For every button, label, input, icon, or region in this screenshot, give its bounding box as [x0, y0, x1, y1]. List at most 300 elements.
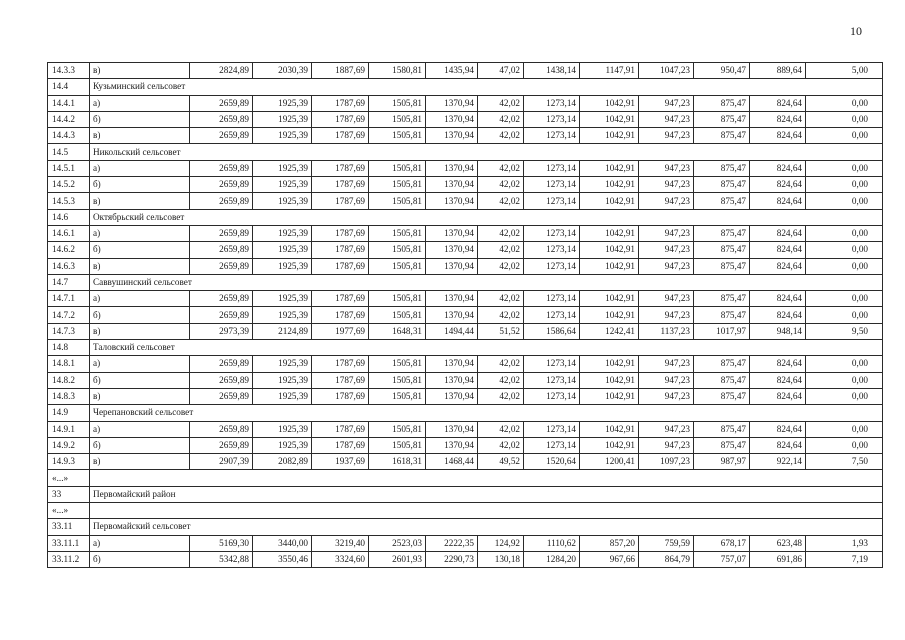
value-cell: 2973,39 — [190, 323, 253, 339]
value-cell: 1505,81 — [369, 177, 426, 193]
value-cell: 875,47 — [694, 193, 750, 209]
row-code: 14.9.1 — [48, 421, 90, 437]
value-cell: 1242,41 — [580, 323, 639, 339]
table-body — [48, 63, 883, 568]
ellipsis-row — [48, 503, 883, 519]
value-cell: 42,02 — [478, 193, 524, 209]
value-cell: 124,92 — [478, 535, 524, 551]
value-cell: 1042,91 — [580, 242, 639, 258]
table-row — [48, 454, 883, 470]
value-cell: 1580,81 — [369, 63, 426, 79]
row-code: 14.5.2 — [48, 177, 90, 193]
row-subitem: а) — [90, 421, 190, 437]
value-cell: 2659,89 — [190, 372, 253, 388]
value-cell: 1370,94 — [426, 421, 478, 437]
section-row — [48, 209, 883, 225]
value-cell: 2659,89 — [190, 242, 253, 258]
value-cell: 1042,91 — [580, 291, 639, 307]
value-cell: 1925,39 — [253, 160, 312, 176]
value-cell: 623,48 — [750, 535, 806, 551]
value-cell: 2824,89 — [190, 63, 253, 79]
value-cell: 3219,40 — [312, 535, 369, 551]
value-cell: 824,64 — [750, 258, 806, 274]
value-cell: 1438,14 — [524, 63, 580, 79]
value-cell: 1435,94 — [426, 63, 478, 79]
value-cell: 1273,14 — [524, 437, 580, 453]
value-cell: 0,00 — [806, 356, 883, 372]
value-cell: 757,07 — [694, 551, 750, 567]
value-cell: 5169,30 — [190, 535, 253, 551]
value-cell: 1787,69 — [312, 421, 369, 437]
row-subitem: в) — [90, 258, 190, 274]
value-cell: 947,23 — [639, 291, 694, 307]
value-cell: 1787,69 — [312, 95, 369, 111]
value-cell: 1273,14 — [524, 372, 580, 388]
row-subitem: а) — [90, 356, 190, 372]
value-cell: 0,00 — [806, 388, 883, 404]
value-cell: 875,47 — [694, 242, 750, 258]
value-cell: 824,64 — [750, 160, 806, 176]
value-cell: 42,02 — [478, 160, 524, 176]
section-row — [48, 144, 883, 160]
value-cell: 42,02 — [478, 421, 524, 437]
value-cell: 1273,14 — [524, 291, 580, 307]
row-subitem: в) — [90, 63, 190, 79]
table-row — [48, 225, 883, 241]
value-cell: 0,00 — [806, 225, 883, 241]
table-row — [48, 421, 883, 437]
value-cell: 947,23 — [639, 307, 694, 323]
value-cell: 1925,39 — [253, 372, 312, 388]
value-cell: 1787,69 — [312, 372, 369, 388]
value-cell: 1787,69 — [312, 177, 369, 193]
value-cell: 42,02 — [478, 128, 524, 144]
value-cell: 2659,89 — [190, 356, 253, 372]
value-cell: 2659,89 — [190, 421, 253, 437]
value-cell: 947,23 — [639, 177, 694, 193]
value-cell: 2659,89 — [190, 193, 253, 209]
value-cell: 678,17 — [694, 535, 750, 551]
value-cell: 1042,91 — [580, 437, 639, 453]
value-cell: 875,47 — [694, 111, 750, 127]
value-cell: 1370,94 — [426, 160, 478, 176]
value-cell: 0,00 — [806, 291, 883, 307]
value-cell: 7,50 — [806, 454, 883, 470]
value-cell: 42,02 — [478, 225, 524, 241]
value-cell: 1097,23 — [639, 454, 694, 470]
value-cell: 1787,69 — [312, 193, 369, 209]
row-subitem: б) — [90, 111, 190, 127]
value-cell: 947,23 — [639, 356, 694, 372]
value-cell: 42,02 — [478, 242, 524, 258]
value-cell: 824,64 — [750, 372, 806, 388]
ellipsis-blank — [90, 470, 883, 486]
table-row — [48, 356, 883, 372]
row-code: 14.4.3 — [48, 128, 90, 144]
value-cell: 0,00 — [806, 111, 883, 127]
table-row — [48, 372, 883, 388]
row-code: 14.9.2 — [48, 437, 90, 453]
row-code: 14.6.3 — [48, 258, 90, 274]
value-cell: 824,64 — [750, 193, 806, 209]
value-cell: 1925,39 — [253, 111, 312, 127]
row-code: 14.8.1 — [48, 356, 90, 372]
value-cell: 824,64 — [750, 437, 806, 453]
value-cell: 1925,39 — [253, 421, 312, 437]
section-code: 14.9 — [48, 405, 90, 421]
section-code: 33 — [48, 486, 90, 502]
value-cell: 1110,62 — [524, 535, 580, 551]
value-cell: 2082,89 — [253, 454, 312, 470]
value-cell: 42,02 — [478, 258, 524, 274]
section-code: 33.11 — [48, 519, 90, 535]
section-code: 14.4 — [48, 79, 90, 95]
value-cell: 130,18 — [478, 551, 524, 567]
value-cell: 0,00 — [806, 437, 883, 453]
section-title: Октябрьский сельсовет — [90, 209, 883, 225]
value-cell: 1505,81 — [369, 111, 426, 127]
table-row — [48, 177, 883, 193]
value-cell: 1787,69 — [312, 242, 369, 258]
value-cell: 947,23 — [639, 242, 694, 258]
value-cell: 1042,91 — [580, 356, 639, 372]
row-code: 14.4.2 — [48, 111, 90, 127]
value-cell: 1273,14 — [524, 111, 580, 127]
value-cell: 1042,91 — [580, 177, 639, 193]
section-title: Кузьминский сельсовет — [90, 79, 883, 95]
table-row — [48, 258, 883, 274]
value-cell: 1017,97 — [694, 323, 750, 339]
table-row — [48, 128, 883, 144]
value-cell: 3324,60 — [312, 551, 369, 567]
value-cell: 0,00 — [806, 128, 883, 144]
section-code: 14.8 — [48, 340, 90, 356]
value-cell: 1787,69 — [312, 128, 369, 144]
value-cell: 1505,81 — [369, 225, 426, 241]
value-cell: 824,64 — [750, 242, 806, 258]
value-cell: 1370,94 — [426, 356, 478, 372]
value-cell: 1925,39 — [253, 193, 312, 209]
row-subitem: б) — [90, 177, 190, 193]
value-cell: 1787,69 — [312, 356, 369, 372]
value-cell: 691,86 — [750, 551, 806, 567]
value-cell: 0,00 — [806, 193, 883, 209]
value-cell: 2659,89 — [190, 307, 253, 323]
value-cell: 1925,39 — [253, 437, 312, 453]
value-cell: 1284,20 — [524, 551, 580, 567]
value-cell: 875,47 — [694, 95, 750, 111]
value-cell: 42,02 — [478, 388, 524, 404]
value-cell: 2659,89 — [190, 225, 253, 241]
row-subitem: в) — [90, 388, 190, 404]
row-subitem: б) — [90, 437, 190, 453]
tariff-table — [47, 62, 883, 568]
value-cell: 1505,81 — [369, 356, 426, 372]
section-title: Первомайский район — [90, 486, 883, 502]
value-cell: 1370,94 — [426, 291, 478, 307]
value-cell: 1468,44 — [426, 454, 478, 470]
value-cell: 42,02 — [478, 111, 524, 127]
value-cell: 1370,94 — [426, 242, 478, 258]
value-cell: 1147,91 — [580, 63, 639, 79]
value-cell: 2659,89 — [190, 437, 253, 453]
value-cell: 950,47 — [694, 63, 750, 79]
table-row — [48, 193, 883, 209]
value-cell: 1505,81 — [369, 95, 426, 111]
value-cell: 2601,93 — [369, 551, 426, 567]
value-cell: 1370,94 — [426, 307, 478, 323]
value-cell: 824,64 — [750, 225, 806, 241]
value-cell: 1042,91 — [580, 160, 639, 176]
row-code: 33.11.2 — [48, 551, 90, 567]
value-cell: 875,47 — [694, 372, 750, 388]
value-cell: 1925,39 — [253, 291, 312, 307]
value-cell: 5,00 — [806, 63, 883, 79]
value-cell: 1370,94 — [426, 177, 478, 193]
value-cell: 947,23 — [639, 437, 694, 453]
value-cell: 1925,39 — [253, 356, 312, 372]
value-cell: 1047,23 — [639, 63, 694, 79]
row-subitem: а) — [90, 225, 190, 241]
table-row — [48, 307, 883, 323]
value-cell: 1505,81 — [369, 242, 426, 258]
value-cell: 3440,00 — [253, 535, 312, 551]
value-cell: 1273,14 — [524, 95, 580, 111]
ellipsis-blank — [90, 503, 883, 519]
value-cell: 49,52 — [478, 454, 524, 470]
row-subitem: а) — [90, 160, 190, 176]
value-cell: 922,14 — [750, 454, 806, 470]
value-cell: 1787,69 — [312, 307, 369, 323]
row-subitem: в) — [90, 193, 190, 209]
value-cell: 1370,94 — [426, 95, 478, 111]
value-cell: 947,23 — [639, 388, 694, 404]
value-cell: 2659,89 — [190, 160, 253, 176]
section-row — [48, 519, 883, 535]
row-subitem: в) — [90, 128, 190, 144]
value-cell: 947,23 — [639, 95, 694, 111]
value-cell: 875,47 — [694, 128, 750, 144]
value-cell: 875,47 — [694, 437, 750, 453]
row-subitem: а) — [90, 535, 190, 551]
value-cell: 947,23 — [639, 421, 694, 437]
value-cell: 42,02 — [478, 95, 524, 111]
table-row — [48, 63, 883, 79]
value-cell: 1925,39 — [253, 388, 312, 404]
row-code: 14.7.3 — [48, 323, 90, 339]
value-cell: 948,14 — [750, 323, 806, 339]
value-cell: 1370,94 — [426, 437, 478, 453]
value-cell: 1137,23 — [639, 323, 694, 339]
value-cell: 1042,91 — [580, 372, 639, 388]
value-cell: 1787,69 — [312, 225, 369, 241]
value-cell: 1370,94 — [426, 225, 478, 241]
value-cell: 947,23 — [639, 372, 694, 388]
value-cell: 875,47 — [694, 356, 750, 372]
value-cell: 1370,94 — [426, 388, 478, 404]
value-cell: 1042,91 — [580, 111, 639, 127]
section-row — [48, 405, 883, 421]
value-cell: 824,64 — [750, 95, 806, 111]
value-cell: 1925,39 — [253, 242, 312, 258]
value-cell: 947,23 — [639, 160, 694, 176]
value-cell: 1925,39 — [253, 225, 312, 241]
ellipsis-marker: «...» — [48, 503, 90, 519]
value-cell: 824,64 — [750, 291, 806, 307]
section-row — [48, 486, 883, 502]
value-cell: 1370,94 — [426, 128, 478, 144]
table-row — [48, 551, 883, 567]
value-cell: 0,00 — [806, 177, 883, 193]
value-cell: 2124,89 — [253, 323, 312, 339]
value-cell: 42,02 — [478, 356, 524, 372]
value-cell: 0,00 — [806, 160, 883, 176]
section-code: 14.6 — [48, 209, 90, 225]
value-cell: 2659,89 — [190, 128, 253, 144]
value-cell: 1273,14 — [524, 225, 580, 241]
value-cell: 2659,89 — [190, 388, 253, 404]
value-cell: 1787,69 — [312, 437, 369, 453]
value-cell: 1787,69 — [312, 291, 369, 307]
value-cell: 2659,89 — [190, 291, 253, 307]
value-cell: 1042,91 — [580, 193, 639, 209]
value-cell: 2659,89 — [190, 95, 253, 111]
value-cell: 1042,91 — [580, 421, 639, 437]
row-code: 14.6.1 — [48, 225, 90, 241]
section-title: Саввушинский сельсовет — [90, 274, 883, 290]
value-cell: 2659,89 — [190, 258, 253, 274]
value-cell: 0,00 — [806, 242, 883, 258]
row-code: 14.7.2 — [48, 307, 90, 323]
value-cell: 1273,14 — [524, 177, 580, 193]
row-code: 33.11.1 — [48, 535, 90, 551]
value-cell: 1273,14 — [524, 160, 580, 176]
value-cell: 987,97 — [694, 454, 750, 470]
table-row — [48, 388, 883, 404]
value-cell: 1273,14 — [524, 356, 580, 372]
value-cell: 947,23 — [639, 193, 694, 209]
ellipsis-row — [48, 470, 883, 486]
ellipsis-marker: «...» — [48, 470, 90, 486]
value-cell: 1887,69 — [312, 63, 369, 79]
value-cell: 1042,91 — [580, 258, 639, 274]
value-cell: 1505,81 — [369, 437, 426, 453]
value-cell: 3550,46 — [253, 551, 312, 567]
section-title: Никольский сельсовет — [90, 144, 883, 160]
value-cell: 0,00 — [806, 95, 883, 111]
value-cell: 1042,91 — [580, 388, 639, 404]
value-cell: 1042,91 — [580, 225, 639, 241]
value-cell: 5342,88 — [190, 551, 253, 567]
section-code: 14.5 — [48, 144, 90, 160]
value-cell: 1618,31 — [369, 454, 426, 470]
table-row — [48, 111, 883, 127]
value-cell: 947,23 — [639, 111, 694, 127]
value-cell: 1273,14 — [524, 242, 580, 258]
value-cell: 1505,81 — [369, 388, 426, 404]
value-cell: 1042,91 — [580, 128, 639, 144]
section-row — [48, 340, 883, 356]
value-cell: 1787,69 — [312, 111, 369, 127]
value-cell: 875,47 — [694, 291, 750, 307]
table-row — [48, 323, 883, 339]
value-cell: 1505,81 — [369, 372, 426, 388]
value-cell: 9,50 — [806, 323, 883, 339]
value-cell: 0,00 — [806, 421, 883, 437]
value-cell: 824,64 — [750, 307, 806, 323]
value-cell: 1370,94 — [426, 372, 478, 388]
value-cell: 47,02 — [478, 63, 524, 79]
table-row — [48, 437, 883, 453]
value-cell: 1505,81 — [369, 307, 426, 323]
value-cell: 42,02 — [478, 437, 524, 453]
value-cell: 51,52 — [478, 323, 524, 339]
value-cell: 1787,69 — [312, 160, 369, 176]
value-cell: 889,64 — [750, 63, 806, 79]
value-cell: 1370,94 — [426, 258, 478, 274]
value-cell: 947,23 — [639, 128, 694, 144]
row-code: 14.7.1 — [48, 291, 90, 307]
value-cell: 1370,94 — [426, 193, 478, 209]
value-cell: 0,00 — [806, 307, 883, 323]
value-cell: 1370,94 — [426, 111, 478, 127]
table-row — [48, 95, 883, 111]
value-cell: 875,47 — [694, 421, 750, 437]
value-cell: 42,02 — [478, 307, 524, 323]
value-cell: 824,64 — [750, 128, 806, 144]
table-row — [48, 160, 883, 176]
value-cell: 1505,81 — [369, 291, 426, 307]
value-cell: 875,47 — [694, 160, 750, 176]
value-cell: 824,64 — [750, 356, 806, 372]
value-cell: 2907,39 — [190, 454, 253, 470]
value-cell: 1505,81 — [369, 193, 426, 209]
section-code: 14.7 — [48, 274, 90, 290]
value-cell: 875,47 — [694, 388, 750, 404]
value-cell: 1925,39 — [253, 258, 312, 274]
value-cell: 1273,14 — [524, 193, 580, 209]
value-cell: 875,47 — [694, 307, 750, 323]
value-cell: 1505,81 — [369, 258, 426, 274]
page-number: 10 — [850, 24, 862, 38]
value-cell: 1586,64 — [524, 323, 580, 339]
value-cell: 824,64 — [750, 177, 806, 193]
value-cell: 1505,81 — [369, 421, 426, 437]
value-cell: 1925,39 — [253, 307, 312, 323]
row-subitem: в) — [90, 454, 190, 470]
value-cell: 759,59 — [639, 535, 694, 551]
value-cell: 1042,91 — [580, 95, 639, 111]
value-cell: 2030,39 — [253, 63, 312, 79]
row-code: 14.5.3 — [48, 193, 90, 209]
table-row — [48, 291, 883, 307]
section-title: Первомайский сельсовет — [90, 519, 883, 535]
value-cell: 1200,41 — [580, 454, 639, 470]
value-cell: 2659,89 — [190, 177, 253, 193]
value-cell: 42,02 — [478, 291, 524, 307]
value-cell: 875,47 — [694, 225, 750, 241]
value-cell: 1505,81 — [369, 128, 426, 144]
value-cell: 1937,69 — [312, 454, 369, 470]
value-cell: 947,23 — [639, 258, 694, 274]
value-cell: 1648,31 — [369, 323, 426, 339]
row-subitem: б) — [90, 372, 190, 388]
section-title: Таловский сельсовет — [90, 340, 883, 356]
value-cell: 2290,73 — [426, 551, 478, 567]
value-cell: 42,02 — [478, 177, 524, 193]
row-subitem: б) — [90, 242, 190, 258]
value-cell: 1520,64 — [524, 454, 580, 470]
